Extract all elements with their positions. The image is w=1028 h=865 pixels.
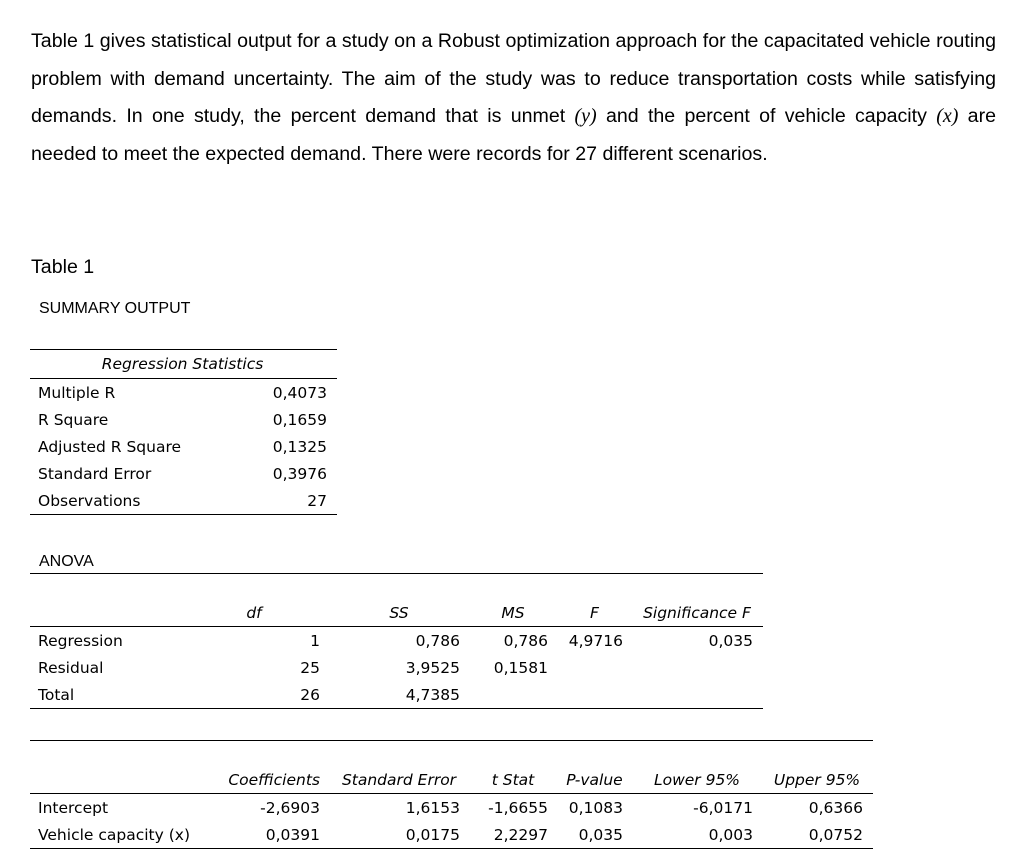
stat-value: 27 — [307, 491, 327, 510]
table-row — [30, 460, 337, 487]
intro-paragraph — [31, 23, 996, 173]
anova-header-df: df — [180, 574, 330, 627]
anova-cell: 25 — [300, 658, 320, 677]
coef-cell: 0,035 — [578, 825, 623, 844]
intro-text-1: Table 1 gives statistical output for a study on a Robust optimization approach for the capacitated vehicle routing problem with demand uncertainty. The aim of the study was to reduce transportation costs while satisfying demands. In one study, the percent demand that is unmet — [31, 30, 996, 127]
coef-header-t-stat: t Stat — [470, 741, 558, 794]
stat-label: Observations — [38, 491, 141, 510]
stat-value: 0,4073 — [272, 383, 327, 402]
anova-header-ss: SS — [330, 574, 470, 627]
coef-header-lower-95: Lower 95% — [633, 741, 763, 794]
anova-cell: 26 — [300, 685, 320, 704]
anova-table — [30, 573, 763, 709]
anova-cell: 0,786 — [503, 631, 548, 650]
anova-cell: 0,1581 — [493, 658, 548, 677]
coefficients-table — [30, 740, 873, 849]
anova-cell — [558, 681, 633, 709]
anova-cell: Regression — [38, 631, 123, 650]
coef-header-coefficients: Coefficients — [220, 741, 330, 794]
anova-cell: 0,035 — [708, 631, 753, 650]
intro-text-2: and the percent of vehicle capacity — [596, 105, 937, 127]
regression-statistics-header: Regression Statistics — [30, 350, 337, 379]
y-variable: (y) — [574, 105, 597, 127]
coef-header-upper-95: Upper 95% — [763, 741, 873, 794]
coef-header-standard-error: Standard Error — [330, 741, 470, 794]
anova-cell — [633, 681, 763, 709]
table-row — [30, 654, 763, 681]
coef-cell: 0,6366 — [808, 798, 863, 817]
coef-cell: 0,0391 — [265, 825, 320, 844]
coef-cell: 0,003 — [708, 825, 753, 844]
coef-cell: Intercept — [38, 798, 109, 817]
anova-cell: Residual — [38, 658, 104, 677]
table-row — [30, 379, 337, 407]
anova-cell — [558, 654, 633, 681]
stat-label: Multiple R — [38, 383, 116, 402]
table-row — [30, 627, 763, 655]
coef-cell: Vehicle capacity (x) — [38, 825, 190, 844]
coef-cell: -1,6655 — [488, 798, 548, 817]
anova-cell: 1 — [310, 631, 320, 650]
table-row — [30, 406, 337, 433]
coef-header-p-value: P-value — [558, 741, 633, 794]
anova-cell: 3,9525 — [405, 658, 460, 677]
coef-cell: -2,6903 — [260, 798, 320, 817]
anova-cell — [470, 681, 558, 709]
anova-header-f: F — [558, 574, 633, 627]
anova-header-blank — [30, 574, 180, 627]
coef-cell: 0,1083 — [568, 798, 623, 817]
table-row — [30, 433, 337, 460]
stat-value: 0,3976 — [272, 464, 327, 483]
stat-label: R Square — [38, 410, 109, 429]
anova-label: ANOVA — [39, 553, 94, 570]
anova-cell: 4,9716 — [568, 631, 623, 650]
anova-header-significance-f: Significance F — [633, 574, 763, 627]
intro-text-3: are needed to meet the expected demand. There were records for 27 different scenarios. — [31, 105, 996, 165]
anova-cell — [633, 654, 763, 681]
coef-cell: 0,0752 — [808, 825, 863, 844]
anova-cell: 0,786 — [415, 631, 460, 650]
stat-value: 0,1659 — [272, 410, 327, 429]
x-variable: (x) — [936, 105, 959, 127]
regression-statistics-table — [30, 349, 337, 515]
coef-cell: -6,0171 — [693, 798, 753, 817]
stat-label: Adjusted R Square — [38, 437, 182, 456]
table-row — [30, 487, 337, 515]
coef-cell: 1,6153 — [405, 798, 460, 817]
anova-cell: Total — [38, 685, 75, 704]
table-row — [30, 794, 873, 822]
anova-cell: 4,7385 — [405, 685, 460, 704]
stat-label: Standard Error — [38, 464, 152, 483]
coef-header-blank — [30, 741, 220, 794]
coef-cell: 2,2297 — [493, 825, 548, 844]
coef-cell: 0,0175 — [405, 825, 460, 844]
table-row — [30, 681, 763, 709]
stat-value: 0,1325 — [272, 437, 327, 456]
anova-header-ms: MS — [470, 574, 558, 627]
table-caption: Table 1 — [31, 256, 95, 278]
summary-output-label: SUMMARY OUTPUT — [39, 300, 191, 317]
table-row — [30, 821, 873, 849]
